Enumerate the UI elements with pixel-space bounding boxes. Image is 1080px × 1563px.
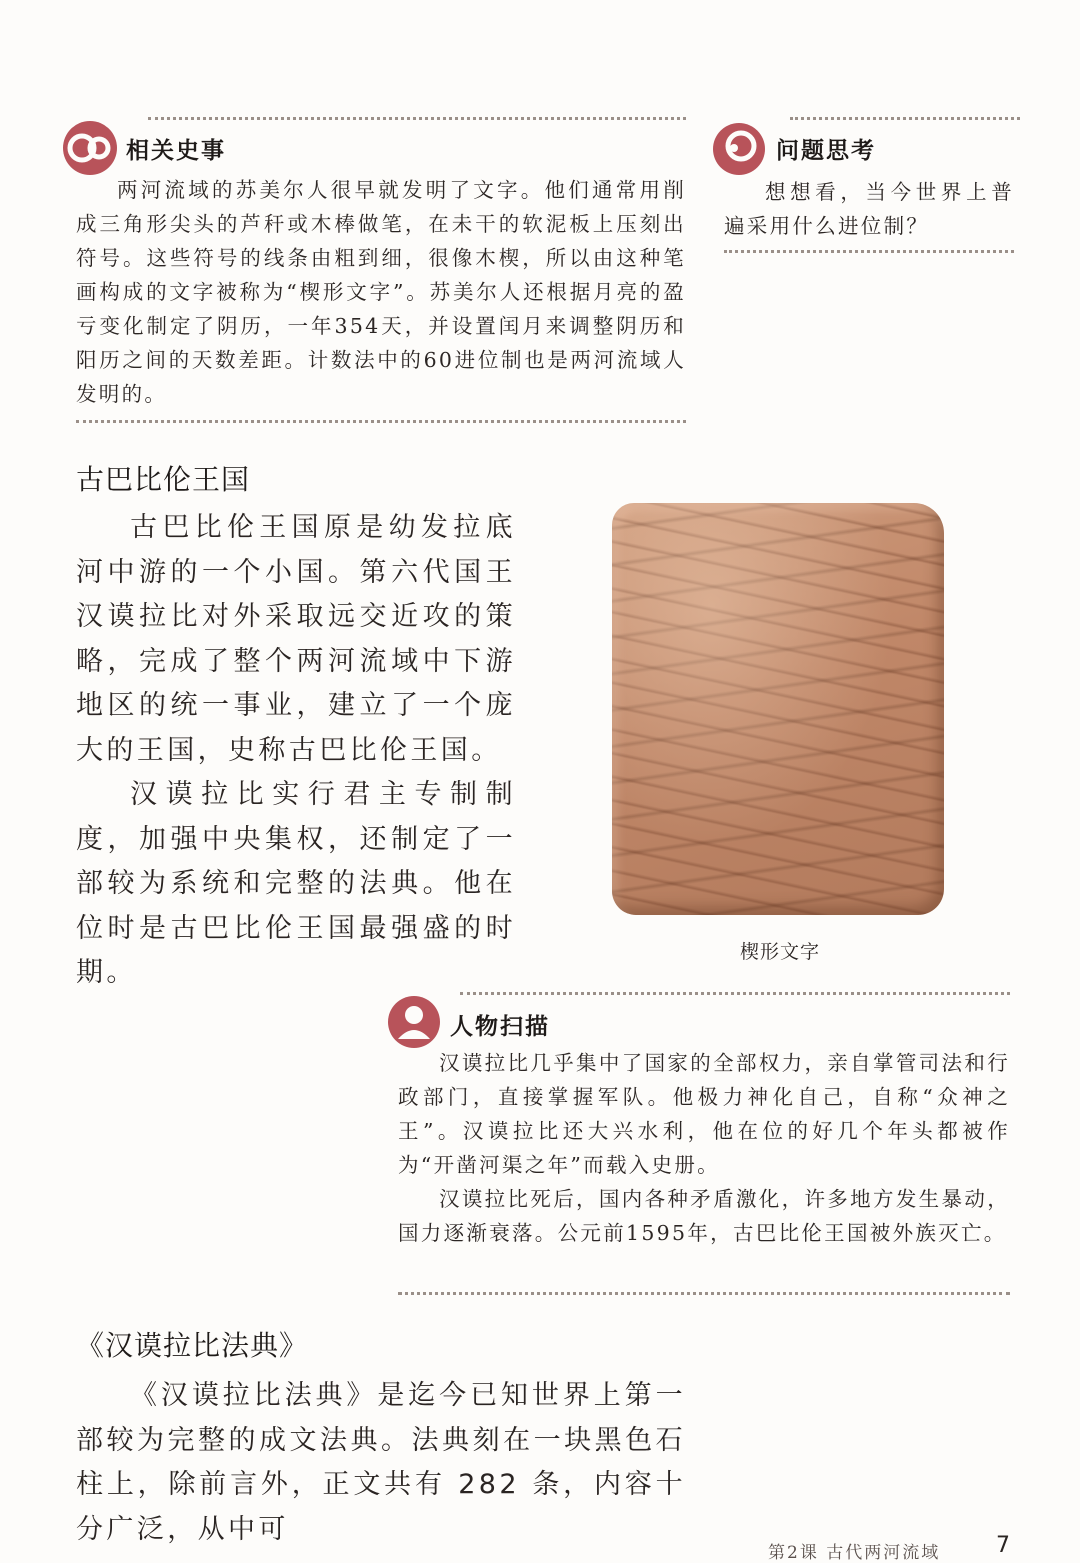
person-box-text [398, 1046, 1010, 1250]
question-box-bottom-rule [724, 250, 1014, 253]
cuneiform-tablet-image [612, 503, 944, 915]
figure-caption: 楔形文字 [740, 941, 821, 963]
history-box-title: 相关史事 [126, 138, 226, 164]
paragraph: 古巴比伦王国原是幼发拉底河中游的一个小国。第六代国王汉谟拉比对外采取远交近攻的策略，完成了整个两河流域中下游地区的统一事业，建立了一个庞大的王国，史称古巴比伦王国。 [76, 512, 516, 766]
person-box-top-rule [460, 992, 1010, 995]
history-icon [60, 118, 120, 178]
history-box-text: 两河流域的苏美尔人很早就发明了文字。他们通常用削成三角形尖头的芦秆或木棒做笔，在未干的软泥板上压刻出符号。这些符号的线条由粗到细，很像木楔，所以由这种笔画构成的文字被称为“楔形文字”。苏美尔人还根据月亮的盈亏变化制定了阴历，一年354天，并设置闰月来调整阴历和阳历之间的天数差距。计数法中的60进位制也是两河流域人发明的。 [76, 178, 686, 406]
section-title-babylon: 古巴比伦王国 [76, 463, 251, 496]
section-title-code: 《汉谟拉比法典》 [76, 1329, 309, 1362]
paragraph: 汉谟拉比几乎集中了国家的全部权力，亲自掌管司法和行政部门，直接掌握军队。他极力神化自己，自称“众神之王”。汉谟拉比还大兴水利，他在位的好几个年头都被作为“开凿河渠之年”而载入史册。 [398, 1051, 1010, 1177]
paragraph: 《汉谟拉比法典》是迄今已知世界上第一部较为完整的成文法典。法典刻在一块黑色石柱上，除前言外，正文共有 282 条，内容十分广泛，从中可 [76, 1380, 686, 1545]
footer-lesson: 第2课 古代两河流域 [768, 1543, 941, 1563]
history-box-top-rule [148, 117, 686, 120]
person-icon [385, 993, 443, 1051]
question-box-title: 问题思考 [776, 138, 876, 164]
question-box-text: 想想看，当今世界上普遍采用什么进位制？ [724, 180, 1014, 238]
question-box-top-rule [790, 117, 1020, 120]
section-babylon-body [76, 506, 516, 996]
question-icon [710, 120, 768, 178]
paragraph: 汉谟拉比实行君主专制制度，加强中央集权，还制定了一部较为系统和完整的法典。他在位时是古巴比伦王国最强盛的时期。 [76, 779, 516, 988]
person-box-title: 人物扫描 [450, 1014, 550, 1040]
section-code-body [76, 1374, 686, 1552]
history-box-bottom-rule [76, 420, 686, 423]
person-box-bottom-rule [398, 1292, 1010, 1295]
paragraph: 汉谟拉比死后，国内各种矛盾激化，许多地方发生暴动，国力逐渐衰落。公元前1595年，古巴比伦王国被外族灭亡。 [398, 1187, 1010, 1245]
page-number: 7 [996, 1533, 1010, 1558]
